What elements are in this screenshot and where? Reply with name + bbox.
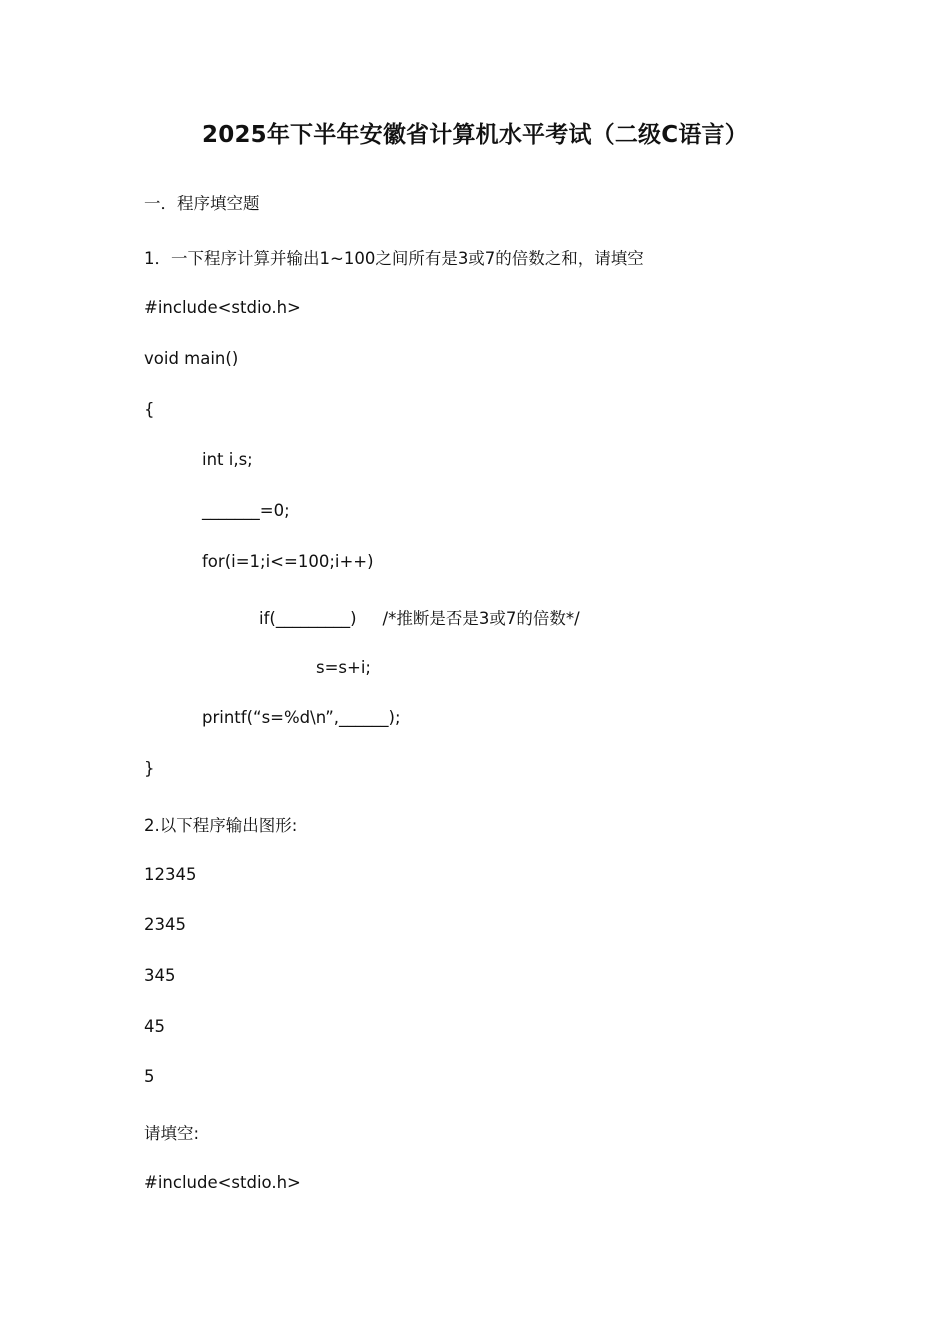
code-if-comment: /*推断是否是3或7的倍数*/	[382, 609, 580, 628]
code-include: #include<stdio.h>	[144, 298, 301, 317]
code-declaration: int i,s;	[202, 450, 253, 469]
question2-prompt: 2.以下程序输出图形:	[144, 816, 298, 835]
code-sum-statement: s=s+i;	[316, 658, 371, 677]
code-main-signature: void main()	[144, 349, 239, 368]
section-heading: 一．程序填空题	[144, 194, 260, 213]
pattern-row: 5	[144, 1067, 155, 1086]
code-for-loop: for(i=1;i<=100;i++)	[202, 552, 374, 571]
code-if-line	[259, 605, 580, 629]
document-title: 2025年下半年安徽省计算机水平考试（二级C语言）	[202, 122, 748, 148]
question1-prompt: 1．一下程序计算并输出1~100之间所有是3或7的倍数之和，请填空	[144, 249, 644, 268]
code-if-blank: if(_________)	[259, 609, 357, 628]
code-printf-blank: printf(“s=%d\n”,______);	[202, 708, 401, 727]
code-close-brace: }	[144, 759, 155, 778]
question2-code-include: #include<stdio.h>	[144, 1173, 301, 1192]
pattern-row: 345	[144, 966, 176, 985]
pattern-row: 45	[144, 1017, 165, 1036]
pattern-row: 2345	[144, 915, 186, 934]
code-open-brace: {	[144, 400, 155, 419]
pattern-row: 12345	[144, 865, 197, 884]
code-assign-blank: _______=0;	[202, 501, 290, 520]
fill-prompt: 请填空:	[144, 1124, 200, 1143]
